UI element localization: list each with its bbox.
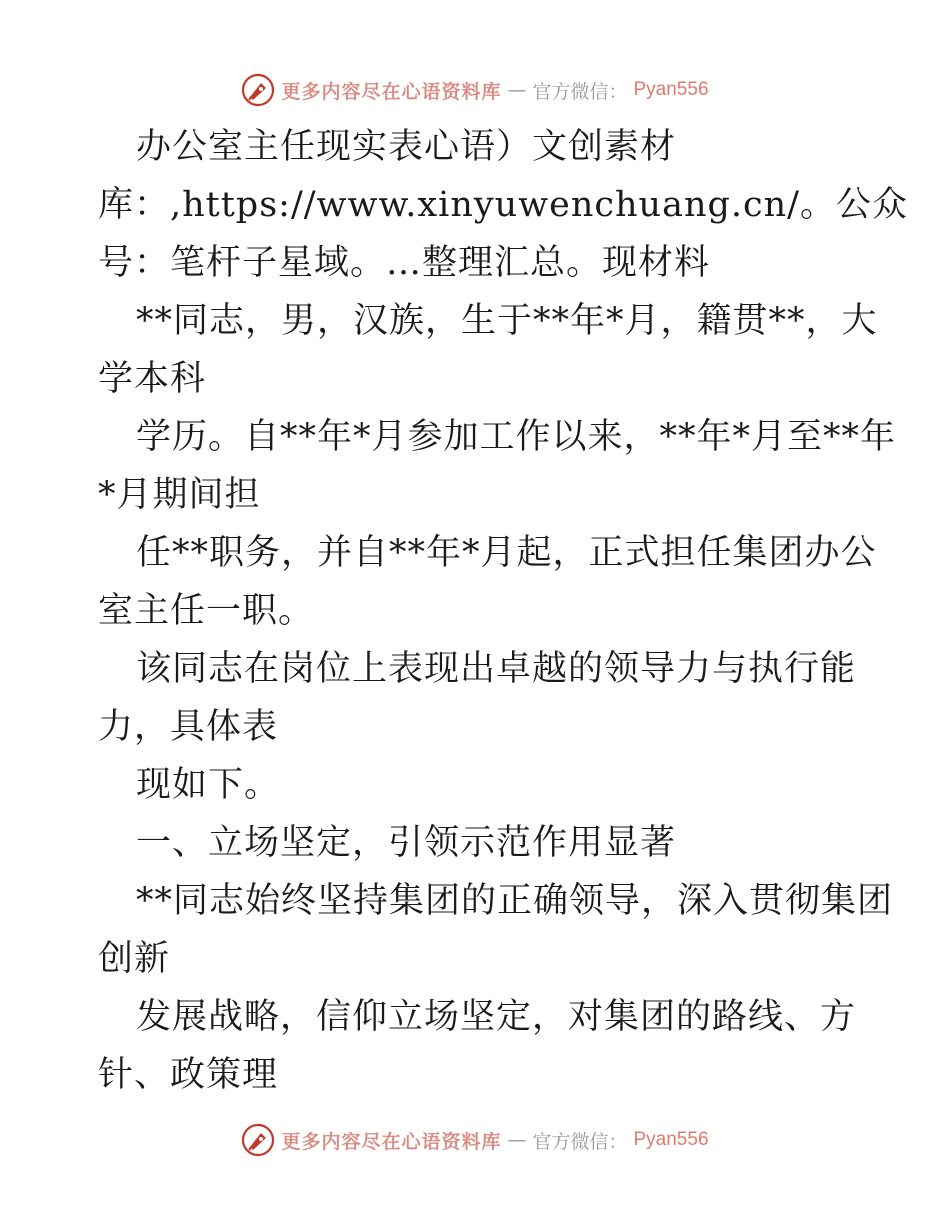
watermark-wechat-label: 官方微信： xyxy=(532,80,628,103)
text-line: **同志，男，汉族，生于**年*月，籍贯**，大 xyxy=(136,301,878,341)
text-line: 室主任一职。 xyxy=(98,591,315,631)
watermark-separator: — xyxy=(507,79,527,101)
text-line: 号：笔杆子星域。…整理汇总。现材料 xyxy=(98,243,711,283)
text-line: 发展战略，信仰立场坚定，对集团的路线、方 xyxy=(136,997,857,1037)
text-line: *月期间担 xyxy=(98,475,261,515)
text-line: 学本科 xyxy=(98,359,207,399)
text-line: 力，具体表 xyxy=(98,707,279,747)
text-line: 学历。自**年*月参加工作以来，**年*月至**年 xyxy=(136,417,897,457)
text-line: **同志始终坚持集团的正确领导，深入贯彻集团 xyxy=(136,881,894,921)
footer-watermark xyxy=(0,1120,950,1160)
watermark-wechat-id: Pyan556 xyxy=(633,79,709,100)
text-line: 任**职务，并自**年*月起，正式担任集团办公 xyxy=(136,533,877,573)
pen-nib-logo-icon xyxy=(241,73,275,107)
text-line: 创新 xyxy=(98,939,171,979)
text-line: 办公室主任现实表心语）文创素材 xyxy=(136,127,677,167)
watermark-brand: 更多内容尽在心语资料库 xyxy=(281,80,502,103)
watermark-brand: 更多内容尽在心语资料库 xyxy=(281,1130,502,1153)
watermark-separator: — xyxy=(507,1129,527,1151)
pen-nib-logo-icon xyxy=(241,1123,275,1157)
text-line: 现如下。 xyxy=(136,765,281,805)
section-heading: 一、立场坚定，引领示范作用显著 xyxy=(136,823,677,863)
text-line: 该同志在岗位上表现出卓越的领导力与执行能 xyxy=(136,649,857,689)
watermark-wechat-id: Pyan556 xyxy=(633,1129,709,1150)
document-body xyxy=(98,118,908,1104)
header-watermark xyxy=(0,70,950,110)
watermark-wechat-label: 官方微信： xyxy=(532,1130,628,1153)
text-line: 针、政策理 xyxy=(98,1055,279,1095)
text-line: 库：,https://www.xinyuwenchuang.cn/。公众 xyxy=(98,185,908,225)
